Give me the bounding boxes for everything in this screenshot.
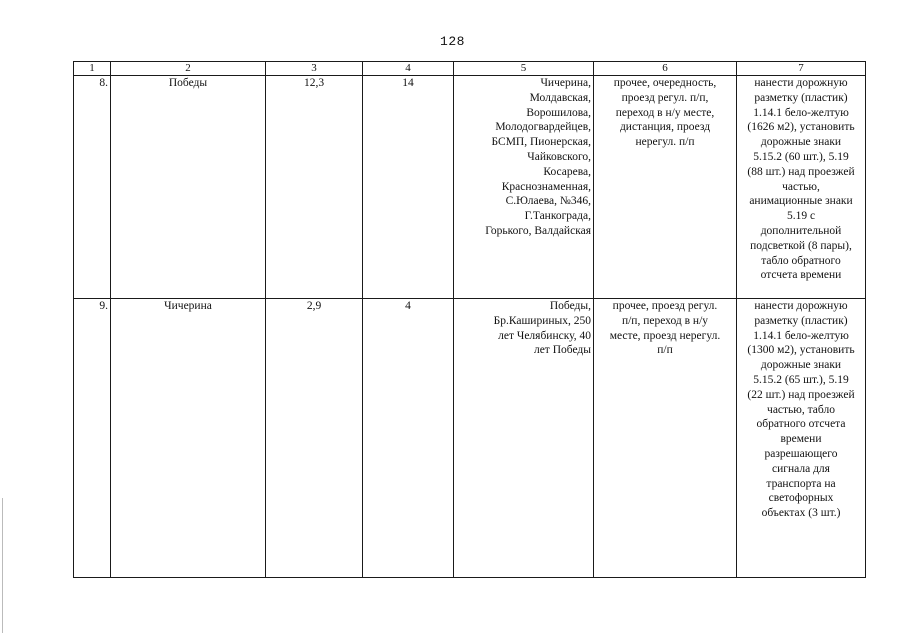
- column-header-6: 6: [594, 62, 737, 76]
- column-header-2: 2: [111, 62, 266, 76]
- table-row: [74, 76, 866, 299]
- street-length: 12,3: [266, 76, 363, 299]
- cross-streets: [454, 299, 594, 578]
- column-header-1: 1: [74, 62, 111, 76]
- cross-streets-text: Чичерина, Молдавская, Ворошилова, Молодогвардейцев, БСМП, Пионерская, Чайковского, Косарева, Краснознаменная, С.Юлаева, №346, Г.Танкограда, Горького, Валдайская: [485, 77, 591, 237]
- incident-count: 4: [363, 299, 454, 578]
- reasons: [594, 76, 737, 299]
- measures: [737, 299, 866, 578]
- column-header-7: 7: [737, 62, 866, 76]
- scan-margin-mark: [2, 498, 3, 633]
- column-header-5: 5: [454, 62, 594, 76]
- cross-streets-text: Победы, Бр.Кашириных, 250 лет Челябинску, 40 лет Победы: [493, 300, 591, 357]
- measures: [737, 76, 866, 299]
- reasons-text: прочее, проезд регул. п/п, переход в н/у месте, проезд нерегул. п/п: [609, 300, 721, 357]
- incident-count: 14: [363, 76, 454, 299]
- row-number: 9.: [74, 299, 111, 578]
- reasons: [594, 299, 737, 578]
- reasons-text: прочее, очередность, проезд регул. п/п, переход в н/у месте, дистанция, проезд нерегул. п/п: [613, 77, 717, 149]
- column-header-4: 4: [363, 62, 454, 76]
- page-number: 128: [440, 34, 465, 49]
- street-name: Победы: [111, 76, 266, 299]
- row-number: 8.: [74, 76, 111, 299]
- cross-streets: [454, 76, 594, 299]
- measures-text: нанести дорожную разметку (пластик) 1.14.1 бело-желтую (1300 м2), установить дорожные знаки 5.15.2 (65 шт.), 5.19 (22 шт.) над проезжей частью, табло обратного отсчета времени разрешающего сигнала для транспорта на светофорных объектах (3 шт.): [747, 300, 855, 520]
- street-length: 2,9: [266, 299, 363, 578]
- data-table: [73, 61, 866, 578]
- measures-text: нанести дорожную разметку (пластик) 1.14.1 бело-желтую (1626 м2), установить дорожные знаки 5.15.2 (60 шт.), 5.19 (88 шт.) над проезжей частью, анимационные знаки 5.19 с дополнительной подсветкой (8 пары), табло обратного отсчета времени: [747, 77, 855, 282]
- column-header-3: 3: [266, 62, 363, 76]
- column-number-row: [74, 62, 866, 76]
- table-row: [74, 299, 866, 578]
- street-name: Чичерина: [111, 299, 266, 578]
